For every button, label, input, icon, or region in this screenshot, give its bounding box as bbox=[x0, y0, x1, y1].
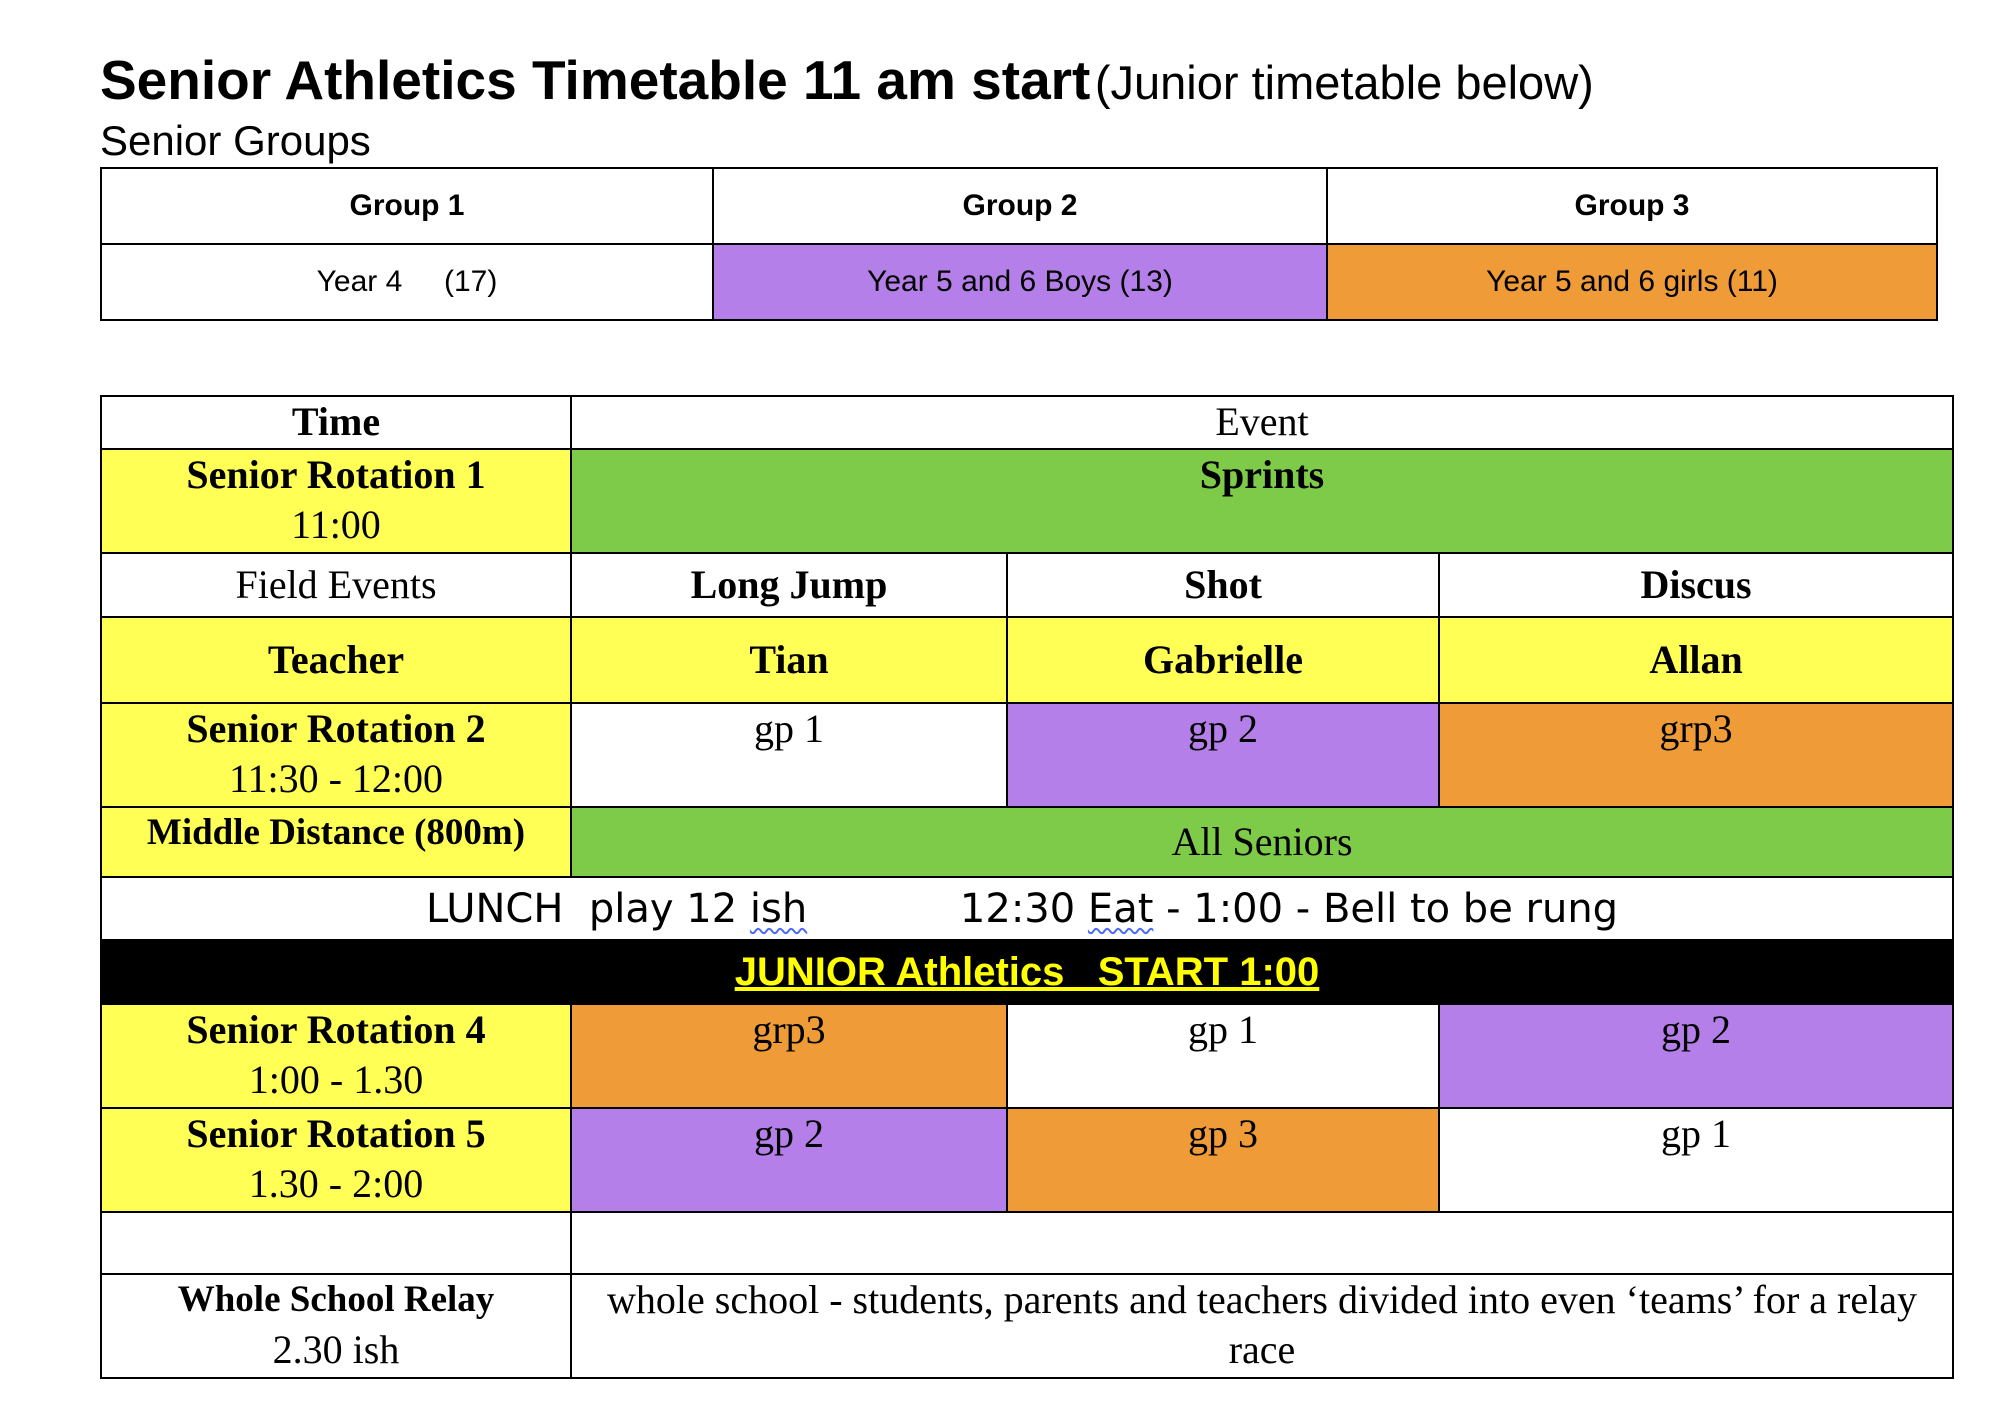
sprints-cell: Sprints bbox=[571, 449, 1953, 553]
rotation-label: Senior Rotation 1 bbox=[186, 452, 486, 497]
lunch-part: Eat bbox=[1087, 885, 1154, 932]
rotation-label: Senior Rotation 5 bbox=[186, 1111, 486, 1156]
lunch-text bbox=[426, 884, 807, 934]
lunch-part: - 1:00 - Bell to be rung bbox=[1166, 885, 1619, 932]
lunch-row bbox=[101, 877, 1953, 940]
table-row bbox=[101, 1212, 1953, 1274]
schedule-table bbox=[100, 395, 1954, 1379]
group-3-value: Year 5 and 6 girls (11) bbox=[1327, 244, 1937, 320]
rotation-time: 11:00 bbox=[291, 502, 381, 547]
table-row bbox=[101, 1108, 1953, 1212]
groups-value-row bbox=[101, 244, 1937, 320]
rotation-label: Senior Rotation 2 bbox=[186, 706, 486, 751]
table-row bbox=[101, 703, 1953, 807]
title-main: Senior Athletics Timetable 11 am start bbox=[100, 49, 1091, 111]
rotation-time: 1.30 - 2:00 bbox=[248, 1161, 424, 1206]
junior-banner bbox=[101, 940, 1953, 1004]
groups-table bbox=[100, 167, 1938, 321]
group-cell: grp3 bbox=[571, 1004, 1007, 1108]
field-events-label: Field Events bbox=[101, 553, 571, 617]
teacher-name: Gabrielle bbox=[1007, 617, 1439, 703]
rotation-time: 11:30 - 12:00 bbox=[228, 756, 444, 801]
event-shot: Shot bbox=[1007, 553, 1439, 617]
event-header: Event bbox=[571, 396, 1953, 449]
table-row bbox=[101, 940, 1953, 1004]
event-discus: Discus bbox=[1439, 553, 1953, 617]
group-cell: grp3 bbox=[1439, 703, 1953, 807]
group-cell: gp 2 bbox=[1439, 1004, 1953, 1108]
lunch-part: ish bbox=[749, 885, 808, 932]
table-row bbox=[101, 1004, 1953, 1108]
table-row bbox=[101, 449, 1953, 553]
rotation-time: 1:00 - 1.30 bbox=[248, 1057, 424, 1102]
relay-description: whole school - students, parents and teachers divided into even ‘teams’ for a relay race bbox=[571, 1274, 1953, 1378]
section-subtitle: Senior Groups bbox=[100, 117, 371, 164]
rotation-2-cell bbox=[101, 703, 571, 807]
group-1-value: Year 4 (17) bbox=[101, 244, 713, 320]
group-header: Group 2 bbox=[713, 168, 1327, 244]
teacher-label: Teacher bbox=[101, 617, 571, 703]
rotation-label: Senior Rotation 4 bbox=[186, 1007, 486, 1052]
table-row bbox=[101, 807, 1953, 877]
middle-distance-label: Middle Distance (800m) bbox=[101, 807, 571, 877]
rotation-4-cell bbox=[101, 1004, 571, 1108]
page-title bbox=[100, 48, 1594, 112]
group-header: Group 3 bbox=[1327, 168, 1937, 244]
time-header: Time bbox=[101, 396, 571, 449]
group-cell: gp 1 bbox=[1007, 1004, 1439, 1108]
empty-cell bbox=[571, 1212, 1953, 1274]
groups-header-row bbox=[101, 168, 1937, 244]
relay-time: 2.30 ish bbox=[272, 1327, 400, 1372]
teacher-name: Allan bbox=[1439, 617, 1953, 703]
title-sub: (Junior timetable below) bbox=[1094, 56, 1594, 109]
group-2-value: Year 5 and 6 Boys (13) bbox=[713, 244, 1327, 320]
empty-cell bbox=[101, 1212, 571, 1274]
table-row bbox=[101, 396, 1953, 449]
group-header: Group 1 bbox=[101, 168, 713, 244]
lunch-time-text bbox=[960, 884, 1618, 934]
event-long-jump: Long Jump bbox=[571, 553, 1007, 617]
rotation-1-cell bbox=[101, 449, 571, 553]
rotation-5-cell bbox=[101, 1108, 571, 1212]
group-cell: gp 1 bbox=[1439, 1108, 1953, 1212]
table-row bbox=[101, 1274, 1953, 1378]
junior-banner-text: JUNIOR Athletics START 1:00 bbox=[734, 950, 1320, 994]
group-cell: gp 3 bbox=[1007, 1108, 1439, 1212]
group-cell: gp 1 bbox=[571, 703, 1007, 807]
all-seniors-cell: All Seniors bbox=[571, 807, 1953, 877]
group-cell: gp 2 bbox=[1007, 703, 1439, 807]
group-cell: gp 2 bbox=[571, 1108, 1007, 1212]
table-row bbox=[101, 617, 1953, 703]
table-row bbox=[101, 877, 1953, 940]
table-row bbox=[101, 553, 1953, 617]
lunch-part: LUNCH play 12 bbox=[425, 885, 738, 932]
teacher-name: Tian bbox=[571, 617, 1007, 703]
lunch-part: 12:30 bbox=[959, 885, 1076, 932]
relay-label: Whole School Relay bbox=[177, 1279, 495, 1320]
relay-cell bbox=[101, 1274, 571, 1378]
